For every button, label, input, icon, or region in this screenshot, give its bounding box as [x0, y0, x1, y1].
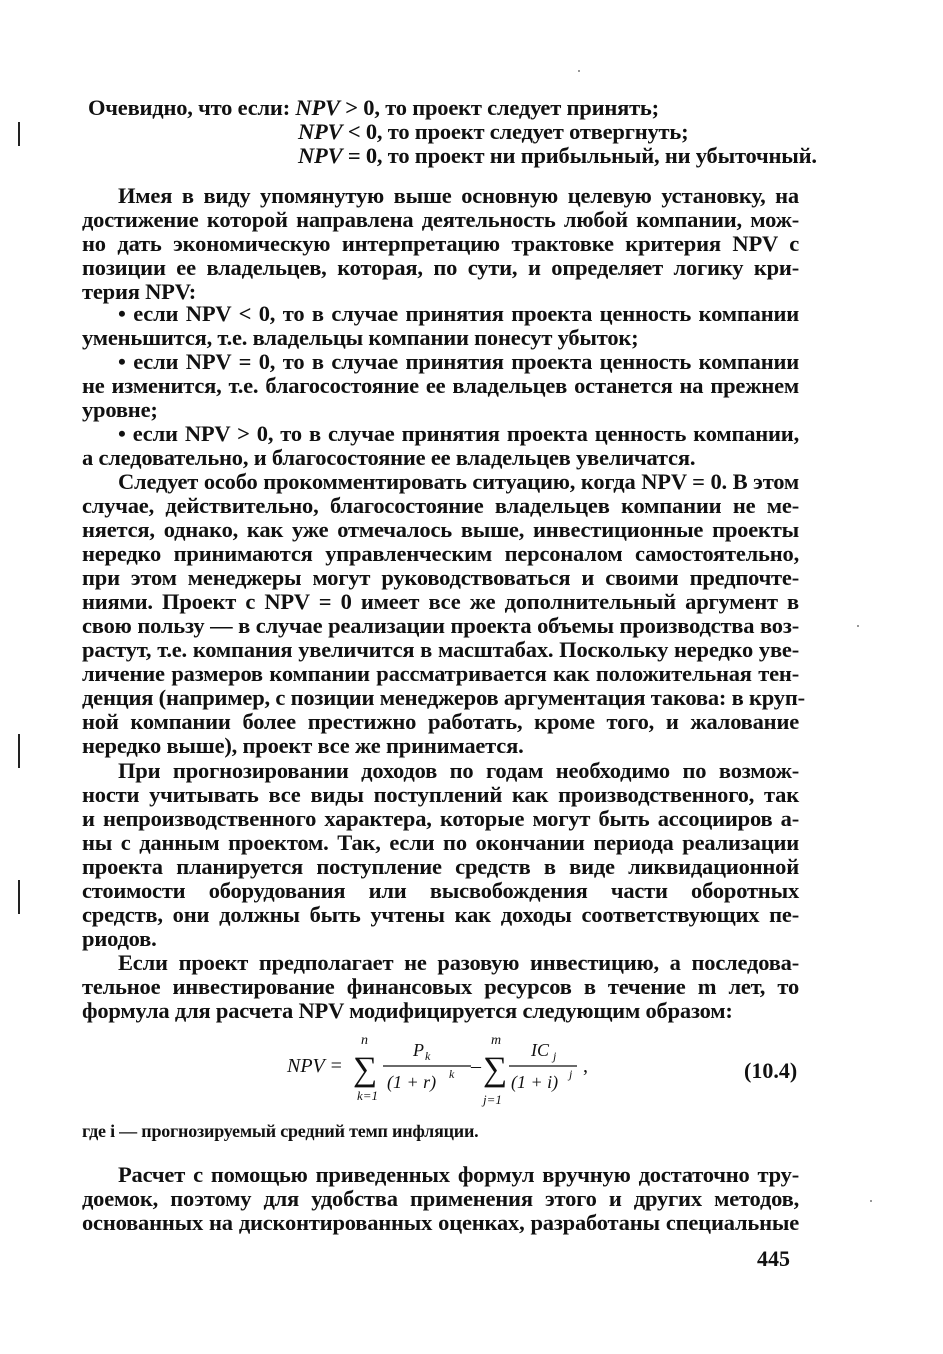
paragraph-line: но дать экономическую интерпретацию трактовке критерия NPV с [82, 231, 799, 256]
margin-mark [18, 734, 20, 768]
paragraph-line: ны с данным проектом. Так, если по окончании периода реализации [82, 830, 799, 855]
paragraph-line: нередко выше), проект все же принимается. [82, 733, 524, 758]
paragraph-line: ности учитывать все виды поступлений как производственного, так [82, 782, 799, 807]
npv-formula [285, 1030, 625, 1120]
sum-symbol: ∑ [353, 1051, 378, 1088]
paragraph-line: основанных на дисконтированных оценках, разработаны специальные [82, 1210, 799, 1235]
paragraph-line: риодов. [82, 926, 157, 951]
formula-upper-limit: n [361, 1033, 368, 1048]
paragraph-line: стоимости оборудования или высвобождения части оборотных [82, 878, 799, 903]
paragraph-line: доемок, поэтому для удобства применения этого и других методов, [82, 1186, 799, 1211]
sum-symbol: ∑ [483, 1051, 508, 1088]
scan-speck [578, 70, 580, 72]
bullet-line: уменьшится, т.е. владельцы компании понесут убыток; [82, 325, 639, 350]
paragraph-line: случае, действительно, благосостояние владельцев компании не ме- [82, 493, 799, 518]
scan-speck [857, 625, 859, 627]
numerator-ic-sub: j [553, 1049, 557, 1063]
numerator-p: P [413, 1040, 424, 1060]
paragraph-line: формула для расчета NPV модифицируется следующим образом: [82, 998, 733, 1023]
bullet-line: не изменится, т.е. благосостояние ее владельцев останется на прежнем [82, 373, 799, 398]
paragraph-line: при этом менеджеры могут руководствоваться и своими предпочте- [82, 565, 799, 590]
scan-speck [870, 1200, 872, 1202]
paragraph-line: ниями. Проект с NPV = 0 имеет все же дополнительный аргумент в [82, 589, 799, 614]
formula-comma: , [583, 1055, 588, 1077]
formula-upper-limit: m [491, 1033, 502, 1048]
bullet-line: • если NPV < 0, то в случае принятия проекта ценность компании [118, 301, 799, 326]
paragraph-line: свою пользу — в случае реализации проекта объемы производства воз- [82, 613, 799, 638]
paragraph-line: няется, однако, как уже отмечалось выше, инвестиционные проекты [82, 517, 799, 542]
denominator-2-exp: j [569, 1067, 573, 1081]
intro-line-3: NPV = 0, то проект ни прибыльный, ни убыточный. [298, 143, 817, 168]
numerator-p-sub: k [425, 1049, 431, 1063]
bullet-line: уровне; [82, 397, 158, 422]
paragraph-line: и непроизводственного характера, которые могут быть ассоцииров а- [82, 806, 799, 831]
bullet-line: а следовательно, и благосостояние ее владельцев увеличатся. [82, 445, 696, 470]
bullet-line: • если NPV > 0, то в случае принятия проекта ценность компании, [118, 421, 799, 446]
denominator-1: (1 + r) [387, 1072, 437, 1092]
page-number: 445 [757, 1246, 790, 1271]
margin-mark [18, 880, 20, 914]
paragraph-line: денция (например, с позиции менеджеров аргументация такова: в круп- [82, 685, 805, 710]
paragraph-line: достижение которой направлена деятельность любой компании, мож- [82, 207, 799, 232]
paragraph-line: Следует особо прокомментировать ситуацию, когда NPV = 0. В этом [118, 469, 799, 494]
paragraph-line: Если проект предполагает не разовую инвестицию, а последова- [118, 950, 799, 975]
numerator-ic: IC [531, 1040, 549, 1060]
denominator-1-exp: k [449, 1067, 455, 1081]
paragraph-line: Расчет с помощью приведенных формул вручную достаточно тру- [118, 1162, 799, 1187]
formula-note: где i — прогнозируемый средний темп инфляции. [82, 1121, 479, 1141]
paragraph-line: средств, они должны быть учтены как доходы соответствующих пе- [82, 902, 799, 927]
paragraph-line: позиции ее владельцев, которая, по сути, и определяет логику кри- [82, 255, 799, 280]
formula-lower-limit: j=1 [483, 1092, 502, 1107]
paragraph-line: нередко принимаются управленческим персоналом самостоятельно, [82, 541, 799, 566]
equation-number: (10.4) [744, 1058, 798, 1083]
minus-sign: – [471, 1055, 481, 1077]
paragraph-line: личение размеров компании рассматривается как положительная тен- [82, 661, 799, 686]
paragraph-line: терия NPV: [82, 279, 196, 304]
margin-mark [18, 122, 20, 146]
denominator-2: (1 + i) [511, 1072, 559, 1092]
paragraph-line: Имея в виду упомянутую выше основную целевую установку, на [118, 183, 799, 208]
paragraph-line: растут, т.е. компания увеличится в масштабах. Поскольку нередко уве- [82, 637, 799, 662]
paragraph-line: тельное инвестирование финансовых ресурсов в течение m лет, то [82, 974, 799, 999]
formula-lower-limit: k=1 [357, 1088, 379, 1103]
formula-lhs: NPV = [287, 1055, 343, 1077]
paragraph-line: При прогнозировании доходов по годам необходимо по возмож- [118, 758, 799, 783]
bullet-line: • если NPV = 0, то в случае принятия проекта ценность компании [118, 349, 799, 374]
paragraph-line: проекта планируется поступление средств в виде ликвидационной [82, 854, 799, 879]
intro-line-2: NPV < 0, то проект следует отвергнуть; [298, 119, 689, 144]
intro-line-1: Очевидно, что если: NPV > 0, то проект следует принять; [88, 95, 659, 120]
paragraph-line: ной компании более престижно работать, кроме того, и жалование [82, 709, 799, 734]
